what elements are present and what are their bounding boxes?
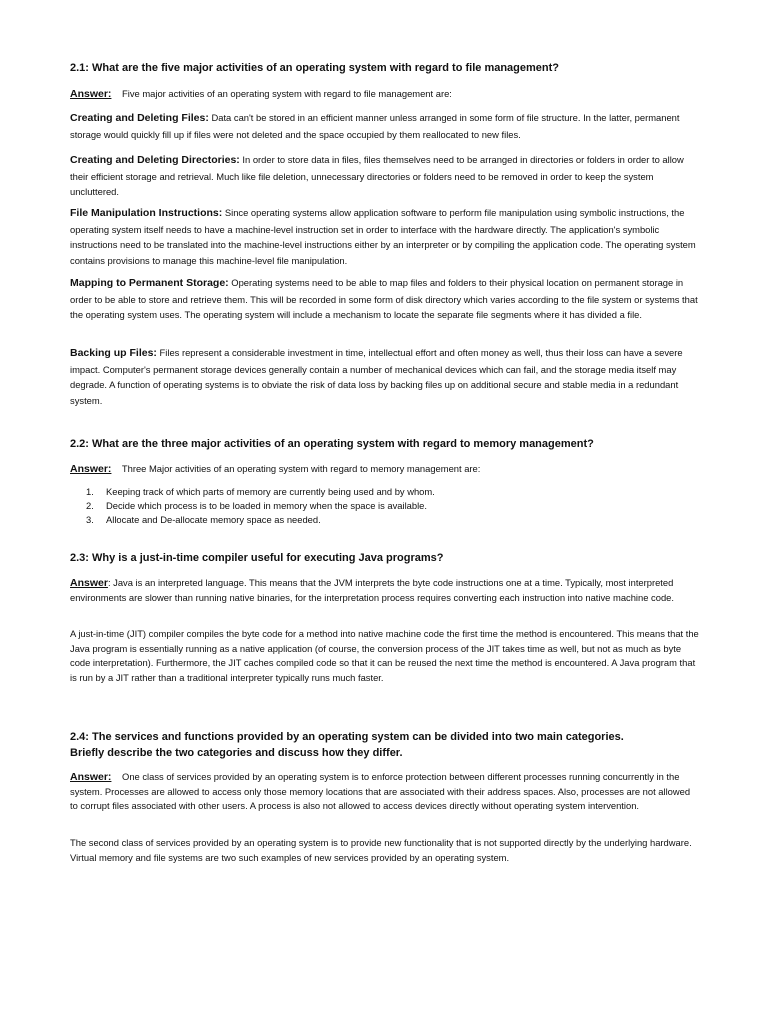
question-2-2: 2.2: What are the three major activities of an operating system with regard to memory management? bbox=[70, 438, 594, 450]
question-2-1: 2.1: What are the five major activities of an operating system with regard to file management? bbox=[70, 62, 560, 74]
item-text: Since operating systems allow application software to perform file manipulation using symbolic instructions, the operating system itself needs to have a machine-level instruction set in order to interface with the hardware directly. The application's symbolic instructions need to be translated into the machine-level instructions either by an interpreter or by compiling the application code. The operating system contains provisions to manage this machine-level file manipulation. bbox=[70, 207, 696, 266]
item-text: In order to store data in files, files themselves need to be arranged in directories or folders in order to allow their efficient storage and retrieval. Much like file deletion, unnecessary directories or folders need to be removed in order to keep the system uncluttered. bbox=[70, 154, 684, 197]
answer-intro-text: Five major activities of an operating system with regard to file management are: bbox=[122, 88, 452, 99]
answer-text: : Java is an interpreted language. This means that the JVM interprets the byte code instructions one at a time. Typically, most interpreted environments are slower than running native binaries, for the interpretation process requires converting each instruction into native machine code. bbox=[70, 577, 674, 603]
file-activity-item bbox=[70, 205, 700, 268]
answer-2-3-paragraph: A just-in-time (JIT) compiler compiles the byte code for a method into native machine code the first time the method is encountered. This means that the Java program is essentially running as a native application (of course, the conversion process of the JIT takes time as well, but not as much as byte code interpretation). Furthermore, the JIT caches compiled code so that it can be reused the next time the method is encountered. A Java program that is run by a JIT rather than a traditional interpreter typically runs much faster. bbox=[70, 628, 699, 683]
list-item bbox=[86, 499, 686, 513]
answer-2-4-paragraph: The second class of services provided by an operating system is to provide new functionality that is not supported directly by the underlying hardware. Virtual memory and file systems are two such examples of new services provided by an operating system. bbox=[70, 837, 692, 863]
answer-label: Answer bbox=[70, 577, 108, 589]
item-term: Creating and Deleting Directories: bbox=[70, 154, 240, 166]
list-number: 1. bbox=[86, 486, 94, 497]
item-text: Files represent a considerable investment in time, intellectual effort and often money as well, thus their loss can have a severe impact. Computer's permanent storage devices generally contain a number of mechanical devices which can fail, and the storage media itself may degrade. A function of operating systems is to obviate the risk of data loss by backing files up on additional secure and stable media in a redundant system. bbox=[70, 347, 683, 406]
item-text: Data can't be stored in an efficient manner unless arranged in some form of file structure. In the latter, permanent storage would quickly fill up if files were not deleted and the space occupied by them reallocated to new files. bbox=[70, 112, 680, 140]
item-term: File Manipulation Instructions: bbox=[70, 207, 223, 219]
file-activity-item bbox=[70, 345, 700, 408]
question-2-4-line2: Briefly describe the two categories and discuss how they differ. bbox=[70, 747, 403, 759]
item-term: Backing up Files: bbox=[70, 347, 157, 359]
answer-label: Answer: bbox=[70, 771, 112, 783]
item-text: Operating systems need to be able to map files and folders to their physical location on permanent storage in order to be able to store and retrieve them. This will be recorded in some form of disk directory which varies according to the file system or systems that the operating system uses. The operating system will include a mechanism to locate the separate file segments where it has divided a file. bbox=[70, 277, 698, 320]
answer-2-4 bbox=[70, 770, 700, 814]
question-2-3: 2.3: Why is a just-in-time compiler useful for executing Java programs? bbox=[70, 552, 444, 564]
list-item bbox=[86, 485, 686, 499]
list-number: 3. bbox=[86, 514, 94, 525]
list-item bbox=[86, 513, 686, 527]
list-number: 2. bbox=[86, 500, 94, 511]
answer-2-3 bbox=[70, 576, 700, 605]
file-activity-item bbox=[70, 152, 700, 200]
memory-activities-list bbox=[86, 485, 686, 527]
file-activity-item bbox=[70, 275, 700, 323]
answer-label: Answer: bbox=[70, 88, 112, 100]
answer-intro-text: Three Major activities of an operating system with regard to memory management are: bbox=[121, 463, 481, 474]
question-2-4-line1: 2.4: The services and functions provided by an operating system can be divided into two main categories. bbox=[70, 731, 624, 743]
list-text: Keeping track of which parts of memory are currently being used and by whom. bbox=[106, 486, 435, 497]
list-text: Allocate and De-allocate memory space as needed. bbox=[106, 514, 321, 525]
file-activity-item bbox=[70, 110, 700, 142]
answer-2-2-intro bbox=[70, 461, 700, 478]
list-text: Decide which process is to be loaded in memory when the space is available. bbox=[106, 500, 428, 511]
item-term: Mapping to Permanent Storage: bbox=[70, 277, 229, 289]
answer-label: Answer: bbox=[70, 463, 112, 475]
answer-text: One class of services provided by an operating system is to enforce protection between different processes running concurrently in the system. Processes are allowed to access only those memory locations that are associated with their address spaces. Also, processes are not allowed to corrupt files associated with other users. A process is also not allowed to access devices directly without operating system intervention. bbox=[70, 771, 691, 811]
answer-2-1-intro bbox=[70, 86, 700, 103]
item-term: Creating and Deleting Files: bbox=[70, 112, 209, 124]
